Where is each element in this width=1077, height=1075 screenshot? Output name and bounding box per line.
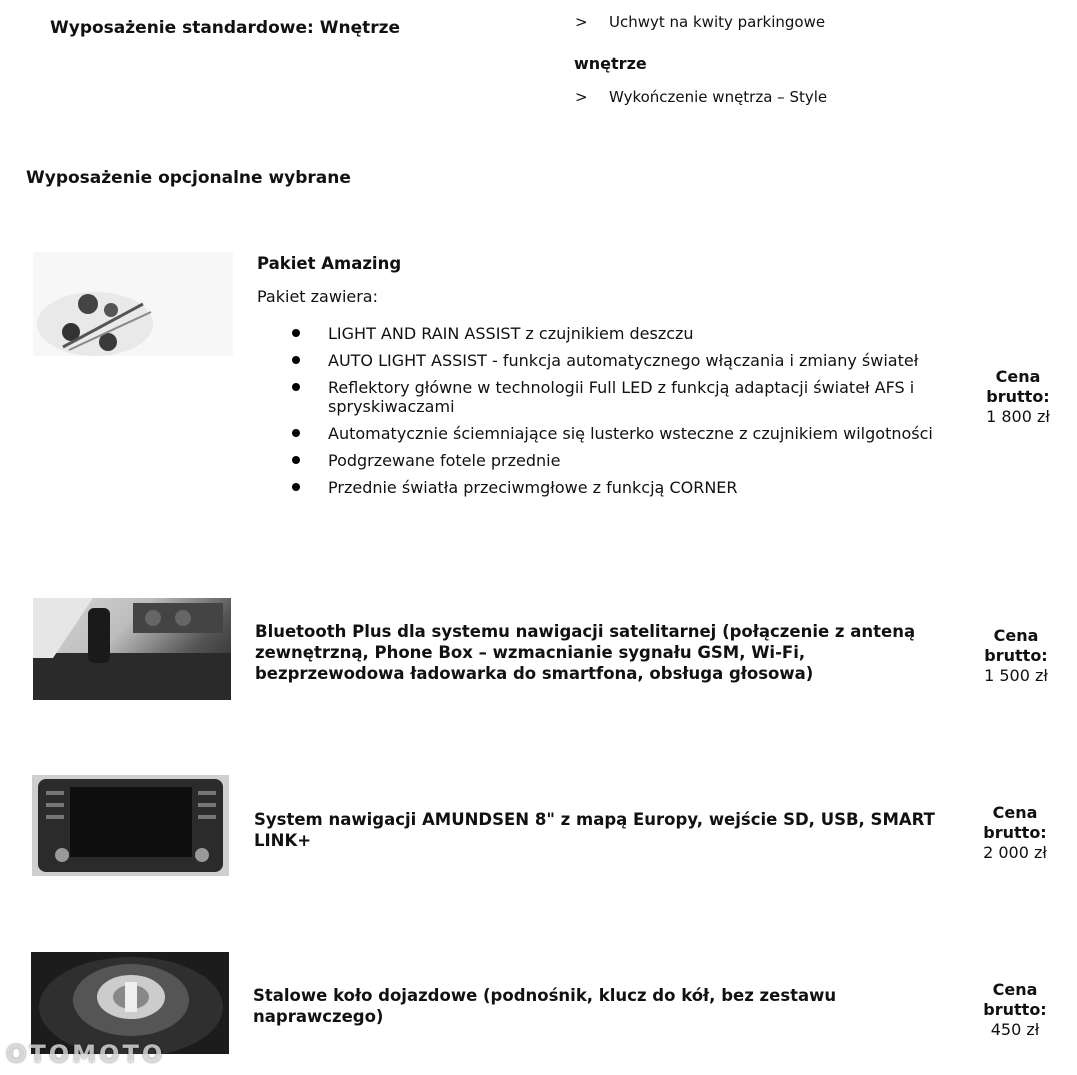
package-title: Bluetooth Plus dla systemu nawigacji satelitarnej (połączenie z anteną zewnętrzną, Phone Box – wzmacnianie sygnału GSM, Wi-Fi, bezprzewodowa ładowarka do smartfona, obsługa głosowa): [255, 622, 916, 683]
list-item: Automatycznie ściemniające się lusterko wsteczne z czujnikiem wilgotności: [292, 424, 952, 443]
spare-wheel-image: [31, 952, 229, 1054]
bullet-icon: [292, 329, 300, 337]
standard-equipment-heading: Wyposażenie standardowe: Wnętrze: [50, 18, 401, 38]
price-value: 2 000 zł: [983, 843, 1047, 862]
navigation-image: [32, 775, 229, 876]
bullet-icon: [292, 429, 300, 437]
feature-list: [292, 324, 952, 505]
wheel-icon: [31, 952, 229, 1054]
chevron-right-icon: >: [575, 13, 588, 31]
price-value: 1 500 zł: [984, 666, 1048, 685]
interior-subheading: wnętrze: [574, 54, 647, 73]
bullet-icon: [292, 456, 300, 464]
standard-item: [575, 88, 827, 106]
price-block: [970, 980, 1060, 1040]
chevron-right-icon: >: [575, 88, 588, 106]
price-value: 450 zł: [990, 1020, 1040, 1039]
palette-icon: [33, 252, 233, 356]
amazing-package-image: [33, 252, 233, 356]
list-item: Podgrzewane fotele przednie: [292, 451, 952, 470]
gear-shifter-icon: [33, 598, 231, 700]
bullet-icon: [292, 356, 300, 364]
list-item: Reflektory główne w technologii Full LED z funkcją adaptacji świateł AFS i spryskiwaczami: [292, 378, 952, 416]
package-title: Stalowe koło dojazdowe (podnośnik, klucz do kół, bez zestawu naprawczego): [253, 986, 837, 1026]
standard-item-text: Wykończenie wnętrza – Style: [609, 88, 828, 106]
price-label: Cena brutto:: [986, 367, 1050, 406]
price-block: [973, 367, 1063, 427]
package-title: System nawigacji AMUNDSEN 8" z mapą Europy, wejście SD, USB, SMART LINK+: [254, 810, 935, 850]
optional-equipment-heading: Wyposażenie opcjonalne wybrane: [26, 168, 351, 188]
price-label: Cena brutto:: [983, 803, 1047, 842]
price-block: [971, 626, 1061, 686]
watermark: OTOMOTO: [6, 1040, 166, 1068]
list-item: LIGHT AND RAIN ASSIST z czujnikiem deszczu: [292, 324, 952, 343]
standard-item: [575, 13, 825, 31]
screen-icon: [32, 775, 229, 876]
price-block: [970, 803, 1060, 863]
list-item: AUTO LIGHT ASSIST - funkcja automatycznego włączania i zmiany świateł: [292, 351, 952, 370]
price-label: Cena brutto:: [983, 980, 1047, 1019]
bullet-icon: [292, 383, 300, 391]
package-intro: Pakiet zawiera:: [257, 287, 378, 306]
standard-item-text: Uchwyt na kwity parkingowe: [609, 13, 826, 31]
list-item: Przednie światła przeciwmgłowe z funkcją CORNER: [292, 478, 952, 497]
bullet-icon: [292, 483, 300, 491]
price-label: Cena brutto:: [984, 626, 1048, 665]
package-title: Pakiet Amazing: [257, 254, 402, 273]
price-value: 1 800 zł: [986, 407, 1050, 426]
bluetooth-image: [33, 598, 231, 700]
